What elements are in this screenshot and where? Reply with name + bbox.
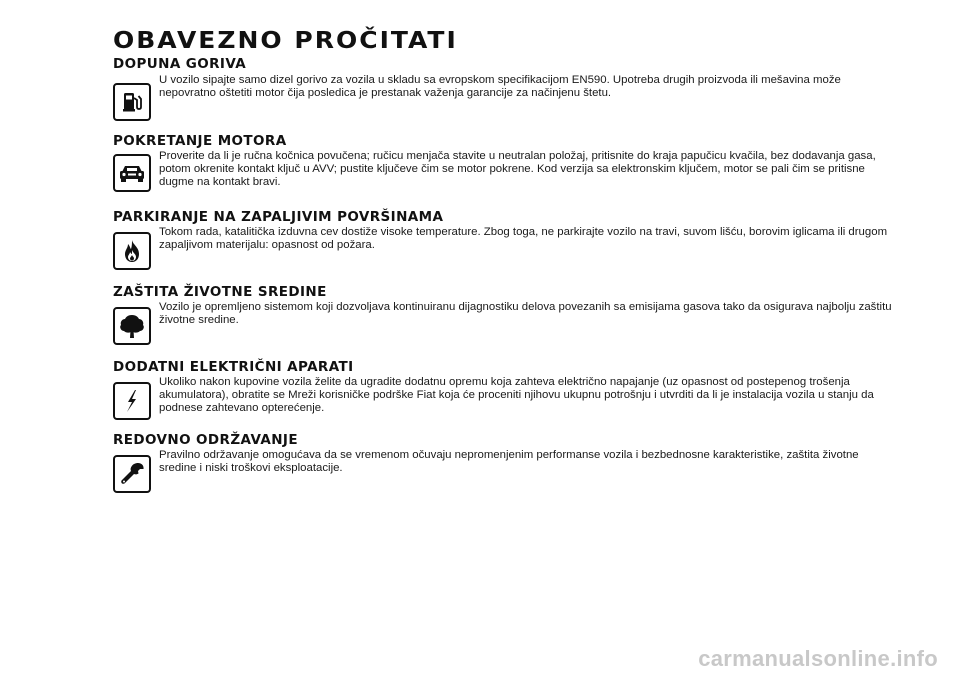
lightning-icon [113,382,151,420]
section-parking-flammable [113,209,903,270]
tree-icon [113,307,151,345]
section-title: DOPUNA GORIVA [113,56,247,72]
wrench-icon [113,455,151,493]
section-electrical-devices [113,359,903,420]
section-text: Vozilo je opremljeno sistemom koji dozvoljava kontinuiranu dijagnostiku delova povezanih sa emisijama gasova tako da osigurava najbolju zaštitu životne sredine. [159,301,892,327]
section-title: POKRETANJE MOTORA [113,133,287,149]
section-title: REDOVNO ODRŽAVANJE [113,432,298,448]
section-title: ZAŠTITA ŽIVOTNE SREDINE [113,284,327,300]
watermark: carmanualsonline.info [698,646,938,671]
car-icon [113,154,151,192]
section-refueling [113,56,903,121]
section-text: Tokom rada, katalitička izduvna cev dostiže visoke temperature. Zbog toga, ne parkirajte vozilo na travi, suvom lišću, borovim iglicama ili drugom zapaljivom materijalu: opasnost od požara. [159,226,888,252]
section-text: Proverite da li je ručna kočnica povučena; ručicu menjača stavite u neutralan položaj, pritisnite do kraja papučicu kvačila, bez dodavanja gasa, potom okrenite kontakt ključ u AVV; pustite ključeve čim se motor pokrene. Kod verzija sa elektronskim ključem, motor se pali čim se pritisne dugme na kontakt bravi. [159,150,876,189]
section-text: Pravilno održavanje omogućava da se vremenom očuvaju nepromenjenim performanse vozila i bezbednosne karakteristike, zaštita životne sredine i niski troškovi eksploatacije. [159,449,859,475]
section-text: U vozilo sipajte samo dizel gorivo za vozila u skladu sa evropskom specifikacijom EN590. Upotreba drugih proizvoda ili mešavina može nepovratno oštetiti motor čija posledica je prestanak važenja garancije za načinjenu štetu. [159,74,841,100]
section-engine-start [113,133,903,192]
section-title: DODATNI ELEKTRIČNI APARATI [113,359,354,375]
section-text: Ukoliko nakon kupovine vozila želite da ugradite dodatnu opremu koja zahteva električno napajanje (uz opasnost od postepenog trošenja akumulatora), obratite se Mreži korisničke podrške Fiat koja će proceniti njihovu ukupnu potrošnju i utvrditi da li je instalacija vozila u stanju da podnese zahtevano opterećenje. [159,376,874,415]
section-title: PARKIRANJE NA ZAPALJIVIM POVRŠINAMA [113,209,444,225]
section-environment [113,284,903,345]
section-maintenance [113,432,903,493]
page-title: OBAVEZNO PROČITATI [113,27,458,54]
fuel-pump-icon [113,83,151,121]
fire-icon [113,232,151,270]
